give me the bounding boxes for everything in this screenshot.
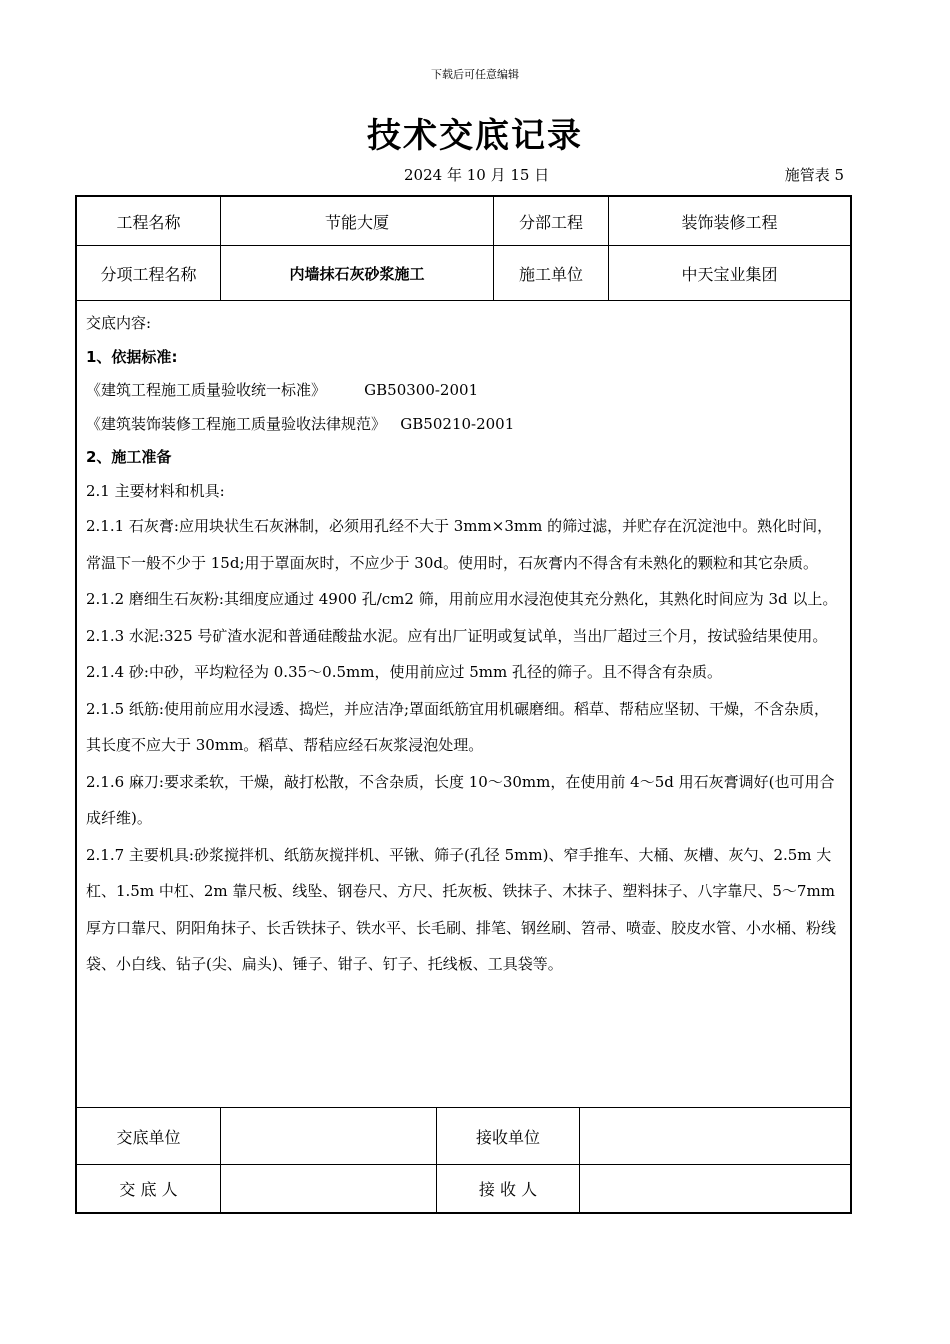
issuer-unit-label: 交底单位: [77, 1108, 221, 1164]
subitem-label: 分项工程名称: [77, 246, 221, 300]
para-2-1-1: 2.1.1 石灰膏:应用块状生石灰淋制，必须用孔经不大于 3mm×3mm 的筛过滤，并贮存在沉淀池中。熟化时间，常温下一般不少于 15d;用于罩面灰时，不应少于 30d。使用时，石灰膏内不得含有未熟化的颗粒和其它杂质。: [86, 517, 833, 572]
division-value: 装饰装修工程: [681, 212, 778, 232]
issuer-unit-value[interactable]: [221, 1108, 437, 1164]
standard-2: 《建筑装饰装修工程施工质量验收法律规范》 GB50210-2001: [86, 414, 515, 433]
para-2-1-5: 2.1.5 纸筋:使用前应用水浸透、捣烂，并应洁净;罩面纸筋宜用机碾磨细。稻草、帮秸应坚韧、干燥，不含杂质，其长度不应大于 30mm。稻草、帮秸应经石灰浆浸泡处理。: [86, 699, 830, 754]
issuer-person-value[interactable]: [221, 1165, 437, 1212]
project-name-label: 工程名称: [77, 197, 221, 245]
disclosure-table: [75, 195, 852, 1214]
contractor-label: 施工单位: [494, 246, 609, 300]
document-date: 2024 年 10 月 15 日: [404, 166, 550, 184]
disclosure-content: [77, 301, 850, 1108]
para-2-1-2: 2.1.2 磨细生石灰粉:其细度应通过 4900 孔/cm2 筛，用前应用水浸泡使其充分熟化，其熟化时间应为 3d 以上。: [86, 590, 838, 608]
section-1-title: 1、依据标准:: [86, 347, 178, 366]
section-2-title: 2、施工准备: [86, 448, 172, 466]
para-2-1-6: 2.1.6 麻刀:要求柔软，干燥，敲打松散，不含杂质，长度 10～30mm，在使用前 4～5d 用石灰膏调好(也可用合成纤维)。: [86, 772, 835, 827]
division-label: 分部工程: [494, 197, 609, 245]
issuer-person-label: 交 底 人: [77, 1165, 221, 1212]
contractor-value: 中天宝业集团: [681, 264, 778, 284]
subitem-value: 内墙抹石灰砂浆施工: [221, 246, 494, 300]
info-row-project: [77, 197, 850, 246]
receiver-unit-label: 接收单位: [437, 1108, 580, 1164]
receiver-person-label: 接 收 人: [437, 1165, 580, 1212]
receiver-unit-value[interactable]: [580, 1108, 850, 1164]
project-name-value: 节能大厦: [221, 197, 494, 245]
info-row-subitem: [77, 246, 850, 301]
receiver-person-value[interactable]: [580, 1165, 850, 1212]
top-note: 下载后可任意编辑: [431, 68, 519, 81]
signoff-row-unit: [77, 1108, 850, 1165]
document-title: 技术交底记录: [367, 116, 583, 156]
para-2-1-7: 2.1.7 主要机具:砂浆搅拌机、纸筋灰搅拌机、平锹、筛子(孔径 5mm)、窄手推车、大桶、灰槽、灰勺、2.5m 大杠、1.5m 中杠、2m 靠尺板、线坠、钢卷尺、方尺、托灰板、铁抹子、木抹子、塑料抹子、八字靠尺、5～7mm 厚方口靠尺、阴阳角抹子、长舌铁抹子、铁水平、长毛刷、排笔、钢丝刷、笤帚、喷壶、胶皮水管、小水桶、粉线袋、小白线、钻子(尖、扁头)、锤子、钳子、钉子、托线板、工具袋等。: [86, 845, 837, 973]
para-2-1-3: 2.1.3 水泥:325 号矿渣水泥和普通硅酸盐水泥。应有出厂证明或复试单，当出厂超过三个月，按试验结果使用。: [86, 626, 828, 645]
content-intro: 交底内容:: [86, 314, 152, 332]
standard-1: 《建筑工程施工质量验收统一标准》 GB50300-2001: [86, 381, 479, 399]
signoff-row-person: [77, 1165, 850, 1212]
para-2-1-4: 2.1.4 砂:中砂，平均粒径为 0.35～0.5mm，使用前应过 5mm 孔径的筛子。且不得含有杂质。: [86, 663, 722, 681]
para-2-1: 2.1 主要材料和机具:: [86, 481, 225, 500]
form-number: 施管表 5: [784, 166, 844, 184]
